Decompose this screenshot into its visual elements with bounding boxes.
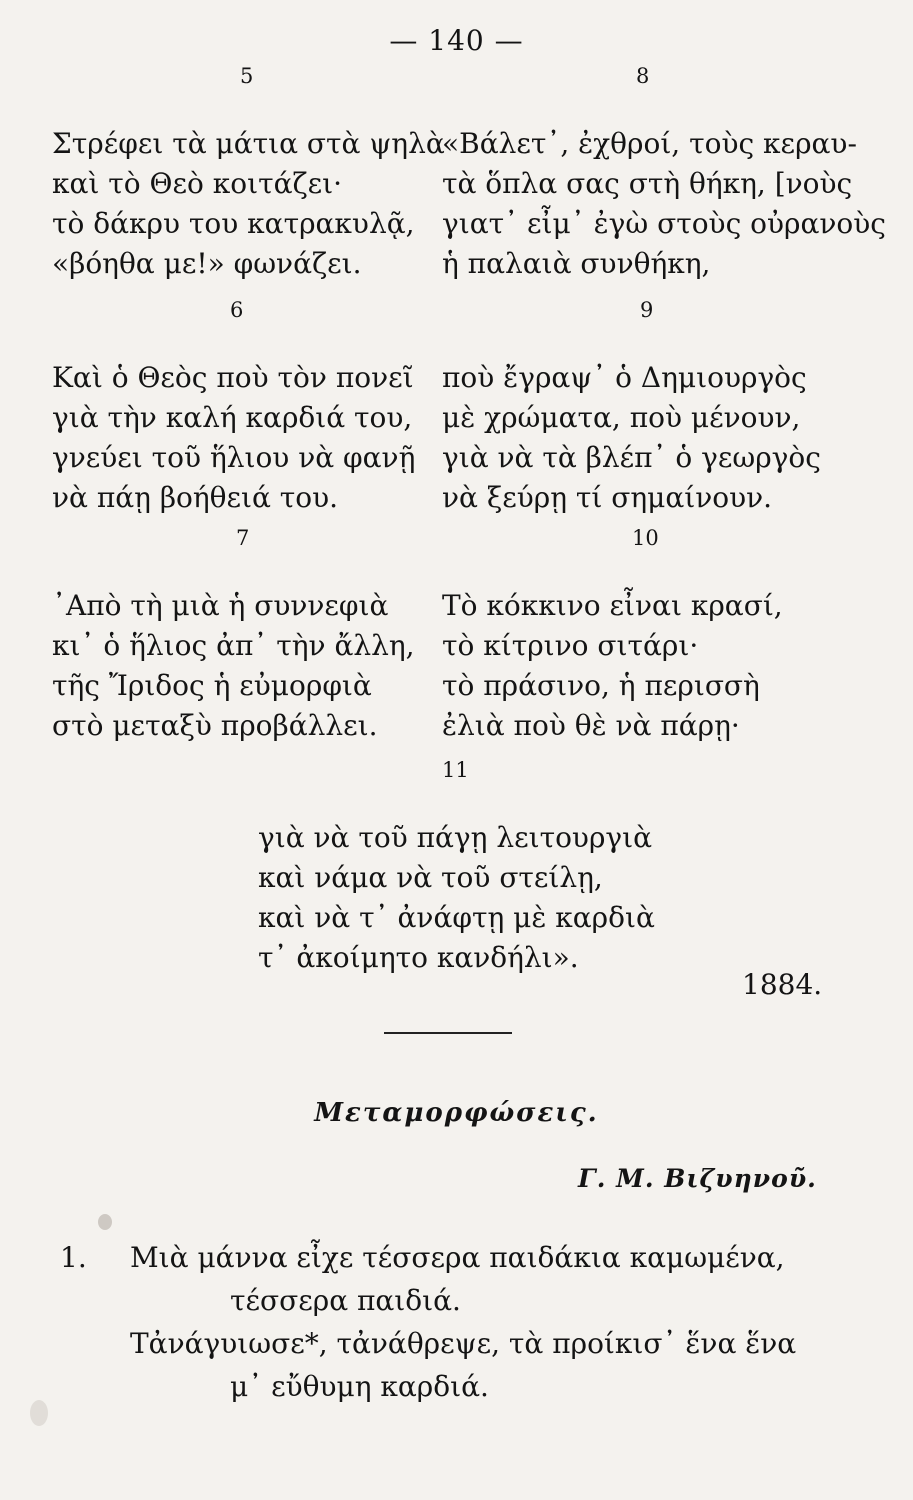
verse-line: Τὸ κόκκινο εἶναι κρασί, <box>442 589 783 622</box>
stanza-5 <box>52 64 445 284</box>
verse-line: γιὰ νὰ τὰ βλέπ᾿ ὁ γεωργὸς <box>442 441 821 474</box>
verse-line: τὰ ὅπλα σας στὴ θήκη, [νοὺς <box>442 167 853 200</box>
stanza-9 <box>442 298 821 518</box>
verse-line: Στρέφει τὰ μάτια στὰ ψηλὰ <box>52 127 445 160</box>
stanza-number: 11 <box>442 758 469 782</box>
verse-line: ποὺ ἔγραψ᾿ ὁ Δημιουργὸς <box>442 361 807 394</box>
verse-line: τέσσερα παιδιά. <box>230 1284 461 1317</box>
stanza-number: 7 <box>236 526 250 550</box>
verse-line: τ᾿ ἀκοίμητο κανδήλι». <box>258 941 579 974</box>
verse-line: μὲ χρώματα, ποὺ μένουν, <box>442 401 801 434</box>
verse-line: Μιὰ μάννα εἶχε τέσσερα παιδάκια καμωμένα, <box>130 1241 785 1274</box>
poem-stanza-1 <box>60 1236 796 1408</box>
verse-line: καὶ νὰ τ᾿ ἀνάφτῃ μὲ καρδιὰ <box>258 901 655 934</box>
verse-line: τὸ πράσινο, ἡ περισσὴ <box>442 669 760 702</box>
verse-line: καὶ τὸ Θεὸ κοιτάζει· <box>52 167 343 200</box>
verse-line: Τἀνάγυιωσε*, τἀνάθρεψε, τὰ προίκισ᾿ ἕνα ἕνα <box>130 1327 797 1360</box>
verse-line: γιατ᾿ εἶμ᾿ ἐγὼ στοὺς οὐρανοὺς <box>442 207 886 240</box>
verse-line: γνεύει τοῦ ἥλιου νὰ φανῇ <box>52 441 416 474</box>
paper-speck <box>98 1214 112 1230</box>
section-divider <box>384 1032 512 1034</box>
stanza-number: 8 <box>636 64 650 88</box>
stanza-6 <box>52 298 416 518</box>
paper-speck <box>30 1400 48 1426</box>
verse-line: ἐλιὰ ποὺ θὲ νὰ πάρῃ· <box>442 709 740 742</box>
stanza-7 <box>52 526 415 746</box>
verse-line: ἡ παλαιὰ συνθήκη, <box>442 247 711 280</box>
stanza-number: 6 <box>230 298 244 322</box>
verse-line: καὶ νάμα νὰ τοῦ στείλῃ, <box>258 861 603 894</box>
poem-date: 1884. <box>742 968 823 1001</box>
stanza-number: 5 <box>240 64 254 88</box>
verse-line: νὰ ξεύρῃ τί σημαίνουν. <box>442 481 773 514</box>
verse-line: νὰ πάῃ βοήθειά του. <box>52 481 339 514</box>
stanza-number: 9 <box>640 298 654 322</box>
verse-line: γιὰ τὴν καλή καρδιά του, <box>52 401 413 434</box>
verse-line: «Βάλετ᾿, ἐχθροί, τοὺς κεραυ- <box>442 127 857 160</box>
stanza-8 <box>442 64 886 284</box>
verse-line: μ᾿ εὔθυμη καρδιά. <box>230 1370 489 1403</box>
verse-line: ᾿Απὸ τὴ μιὰ ἡ συννεφιὰ <box>52 589 389 622</box>
verse-line: γιὰ νὰ τοῦ πάγῃ λειτουργιὰ <box>258 821 653 854</box>
verse-line: «βόηθα με!» φωνάζει. <box>52 247 362 280</box>
verse-line: τῆς Ἴριδος ἡ εὐμορφιὰ <box>52 669 372 702</box>
verse-line: τὸ δάκρυ του κατρακυλᾷ, <box>52 207 415 240</box>
verse-line: κι᾿ ὁ ἥλιος ἀπ᾿ τὴν ἄλλη, <box>52 629 415 662</box>
section-title: Μεταμορφώσεις. <box>314 1098 599 1128</box>
verse-line: στὸ μεταξὺ προβάλλει. <box>52 709 378 742</box>
author-name: Γ. Μ. Βιζυηνοῦ. <box>578 1164 817 1193</box>
verse-line: τὸ κίτρινο σιτάρι· <box>442 629 699 662</box>
page-number: — 140 — <box>389 24 524 57</box>
stanza-number: 1. <box>60 1241 87 1274</box>
stanza-10 <box>442 526 783 746</box>
stanza-number: 10 <box>632 526 659 550</box>
stanza-11 <box>258 758 655 978</box>
verse-line: Καὶ ὁ Θεὸς ποὺ τὸν πονεῖ <box>52 361 414 394</box>
